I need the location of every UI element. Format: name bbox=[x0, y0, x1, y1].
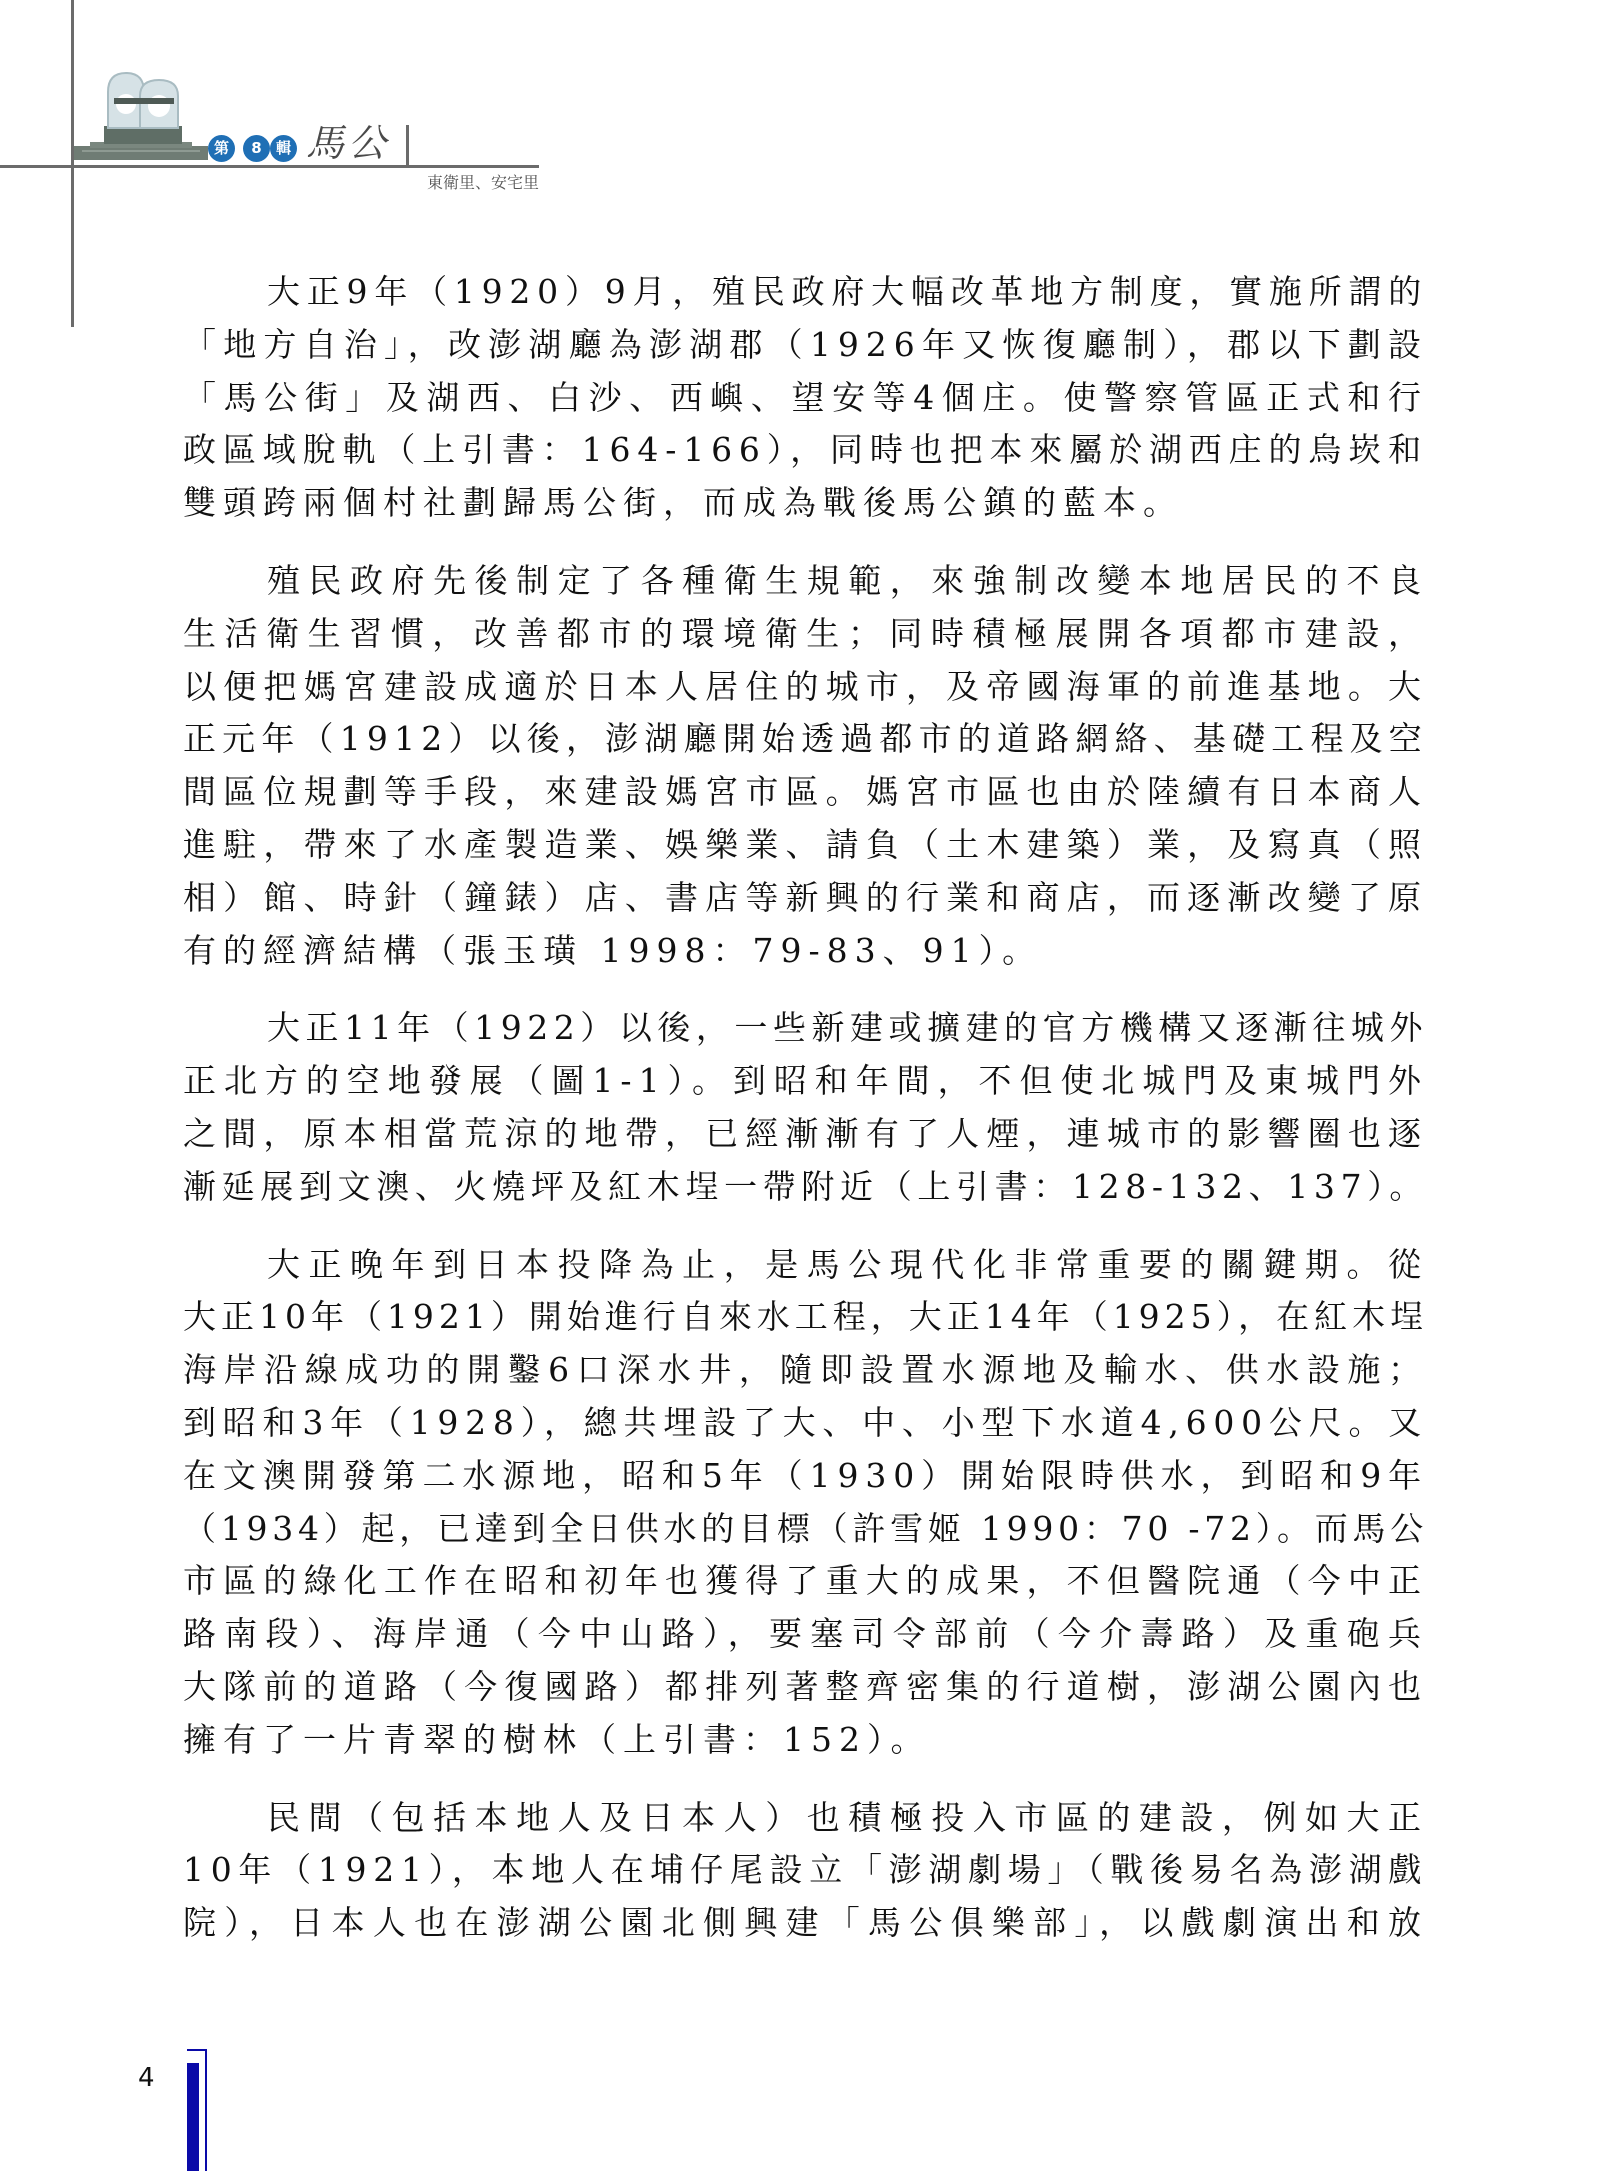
title-separator-bar bbox=[406, 125, 409, 166]
paragraph bbox=[183, 1792, 1428, 1950]
text-line: （1934）起，已達到全日供水的目標（許雪姬 1990：70 -72）。而馬公 bbox=[183, 1508, 1428, 1548]
text-line: 在文澳開發第二水源地，昭和5年（1930）開始限時供水，到昭和9年 bbox=[183, 1455, 1429, 1495]
text-line: 「地方自治」，改澎湖廳為澎湖郡（1926年又恢復廳制），郡以下劃設 bbox=[183, 324, 1428, 364]
text-line: 市區的綠化工作在昭和初年也獲得了重大的成果，不但醫院通（今中正 bbox=[183, 1561, 1428, 1601]
text-line: 正元年（1912）以後，澎湖廳開始透過都市的道路網絡、基礎工程及空 bbox=[183, 719, 1428, 759]
monument-logo-icon bbox=[74, 70, 208, 160]
series-title: 馬公 bbox=[306, 121, 391, 165]
text-line: 漸延展到文澳、火燒坪及紅木埕一帶附近（上引書：128-132、137）。 bbox=[183, 1166, 1429, 1206]
paragraph bbox=[183, 1239, 1428, 1767]
paragraph bbox=[183, 555, 1428, 977]
text-line: 大正11年（1922）以後，一些新建或擴建的官方機構又逐漸往城外 bbox=[267, 1008, 1428, 1048]
page-number: 4 bbox=[138, 2063, 155, 2093]
text-line: 民間（包括本地人及日本人）也積極投入市區的建設，例如大正 bbox=[267, 1797, 1428, 1837]
footer-bar-outline bbox=[205, 2049, 207, 2171]
volume-badge-suffix: 輯 bbox=[270, 135, 297, 162]
text-line: 大正9年（1920）9月，殖民政府大幅改革地方制度，實施所謂的 bbox=[267, 272, 1428, 311]
header-horizontal-rule bbox=[0, 165, 539, 168]
text-line: 之間，原本相當荒涼的地帶，已經漸漸有了人煙，連城市的影響圈也逐 bbox=[183, 1113, 1428, 1153]
text-line: 以便把媽宮建設成適於日本人居住的城市，及帝國海軍的前進基地。大 bbox=[183, 666, 1428, 706]
paragraph bbox=[183, 266, 1428, 530]
text-line: 到昭和3年（1928），總共埋設了大、中、小型下水道4,600公尺。又 bbox=[183, 1402, 1428, 1442]
text-line: 進駐，帶來了水產製造業、娛樂業、請負（土木建築）業，及寫真（照 bbox=[183, 824, 1428, 864]
chapter-subtitle: 東衛里、安宅里 bbox=[426, 173, 539, 192]
text-line: 大隊前的道路（今復國路）都排列著整齊密集的行道樹，澎湖公園內也 bbox=[183, 1666, 1428, 1706]
body-text bbox=[183, 266, 1428, 1975]
text-line: 殖民政府先後制定了各種衛生規範，來強制改變本地居民的不良 bbox=[267, 560, 1428, 600]
text-line: 正北方的空地發展（圖1-1）。到昭和年間，不但使北城門及東城門外 bbox=[183, 1061, 1428, 1101]
text-line: 大正晚年到日本投降為止，是馬公現代化非常重要的關鍵期。從 bbox=[267, 1244, 1428, 1284]
text-line: 間區位規劃等手段，來建設媽宮市區。媽宮市區也由於陸續有日本商人 bbox=[183, 772, 1428, 812]
text-line: 路南段）、海岸通（今中山路），要塞司令部前（今介壽路）及重砲兵 bbox=[183, 1614, 1428, 1654]
text-line: 生活衛生習慣，改善都市的環境衛生；同時積極展開各項都市建設， bbox=[183, 613, 1428, 653]
text-line: 擁有了一片青翠的樹林（上引書：152）。 bbox=[183, 1719, 931, 1759]
paragraph bbox=[183, 1002, 1428, 1213]
text-line: 有的經濟結構（張玉璜 1998：79-83、91）。 bbox=[183, 930, 1043, 970]
header-vertical-rule bbox=[71, 0, 74, 327]
text-line: 院），日本人也在澎湖公園北側興建「馬公俱樂部」，以戲劇演出和放 bbox=[183, 1903, 1428, 1943]
text-line: 相）館、時針（鐘錶）店、書店等新興的行業和商店，而逐漸改變了原 bbox=[183, 877, 1428, 917]
text-line: 大正10年（1921）開始進行自來水工程，大正14年（1925），在紅木埕 bbox=[183, 1297, 1429, 1337]
volume-badge-number: 8 bbox=[243, 135, 270, 162]
footer-bar-cap bbox=[187, 2049, 207, 2051]
text-line: 10年（1921），本地人在埔仔尾設立「澎湖劇場」（戰後易名為澎湖戲 bbox=[183, 1850, 1429, 1890]
footer-bar bbox=[187, 2063, 199, 2171]
text-line: 海岸沿線成功的開鑿6口深水井，隨即設置水源地及輸水、供水設施； bbox=[183, 1350, 1428, 1390]
text-line: 「馬公街」及湖西、白沙、西嶼、望安等4個庄。使警察管區正式和行 bbox=[183, 377, 1428, 417]
text-line: 政區域脫軌（上引書：164-166），同時也把本來屬於湖西庄的烏崁和 bbox=[183, 430, 1428, 470]
text-line: 雙頭跨兩個村社劃歸馬公街，而成為戰後馬公鎮的藍本。 bbox=[183, 483, 1183, 523]
volume-badge-prefix: 第 bbox=[208, 135, 235, 162]
